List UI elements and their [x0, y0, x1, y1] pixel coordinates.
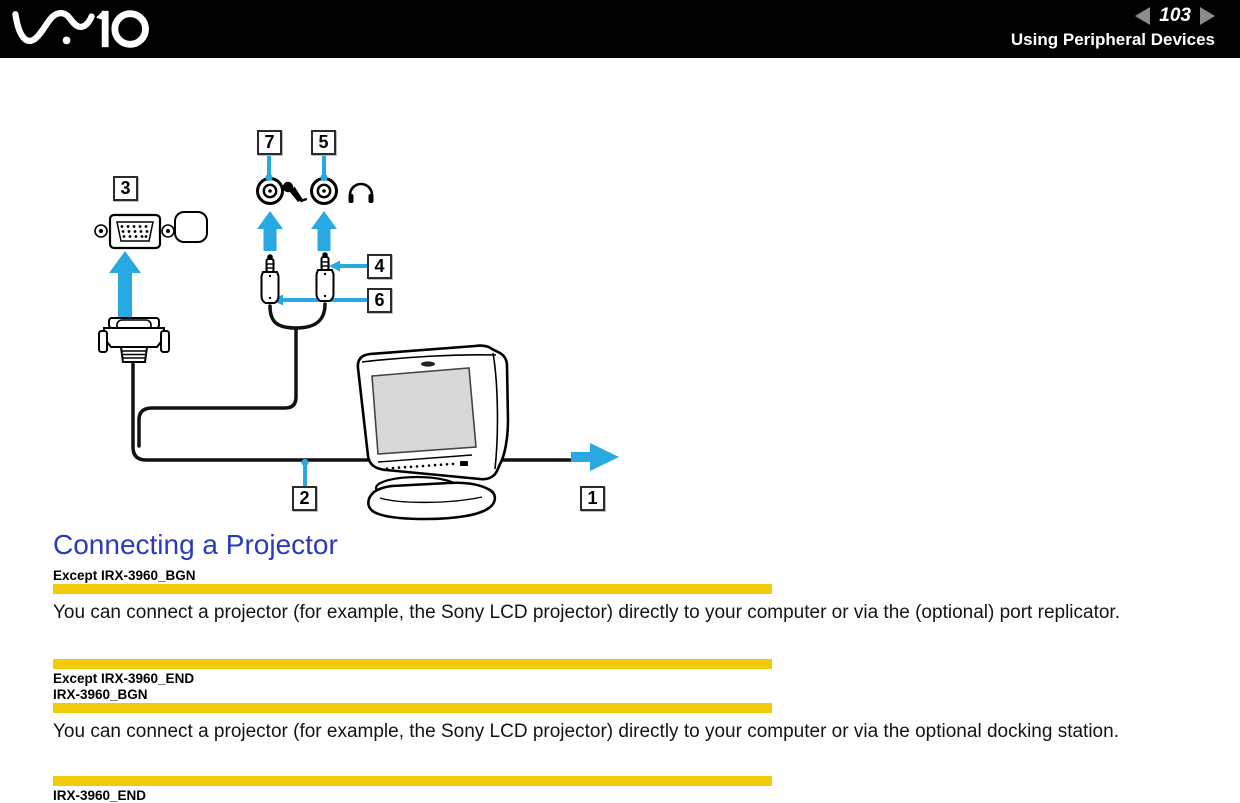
highlight-bar: [53, 776, 772, 786]
audio-plug-left: [262, 254, 279, 303]
right-arrow-icon: [571, 443, 619, 471]
callout-7: 7: [257, 130, 282, 155]
microphone-icon: [283, 182, 307, 203]
callout-4: 4: [367, 254, 392, 279]
condition-marker-end: IRX-3960_END: [53, 788, 147, 803]
page-title: Connecting a Projector: [53, 529, 338, 560]
callout-3: 3: [113, 176, 138, 201]
page-navigation: [1011, 5, 1215, 27]
condition-marker-except-bgn: Except IRX-3960_BGN: [53, 568, 196, 583]
headphones-icon: [349, 184, 374, 203]
highlight-bar: [53, 703, 772, 713]
audio-plug-right: [317, 252, 334, 301]
condition-marker-bgn: IRX-3960_BGN: [53, 687, 148, 702]
page-number: 103: [1159, 5, 1191, 26]
previous-page-icon[interactable]: [1135, 7, 1150, 25]
microphone-jack-icon: [258, 179, 283, 204]
monitor-port-outline-icon: [175, 212, 207, 242]
projector-monitor-icon: [358, 346, 508, 519]
headphones-jack-icon: [312, 179, 337, 204]
next-page-icon[interactable]: [1200, 7, 1215, 25]
header-bar: [0, 0, 1240, 58]
vaio-logo: [12, 6, 162, 52]
audio-plugs-icon: [262, 252, 334, 303]
paragraph-port-replicator: You can connect a projector (for example, the Sony LCD projector) directly to your computer or via the (optional) port replicator.: [53, 602, 1120, 623]
callout-6: 6: [367, 288, 392, 313]
callout-5: 5: [311, 130, 336, 155]
vga-port-icon: [95, 215, 174, 248]
callout-1: 1: [580, 486, 605, 511]
section-title: Using Peripheral Devices: [1010, 30, 1215, 49]
highlight-bar: [53, 659, 772, 669]
paragraph-docking-station: You can connect a projector (for example, the Sony LCD projector) directly to your computer or via the optional docking station.: [53, 721, 1119, 742]
highlight-bar: [53, 584, 772, 594]
condition-marker-except-end: Except IRX-3960_END: [53, 671, 195, 686]
callout-2: 2: [292, 486, 317, 511]
vga-cable-connector-icon: [99, 318, 169, 362]
